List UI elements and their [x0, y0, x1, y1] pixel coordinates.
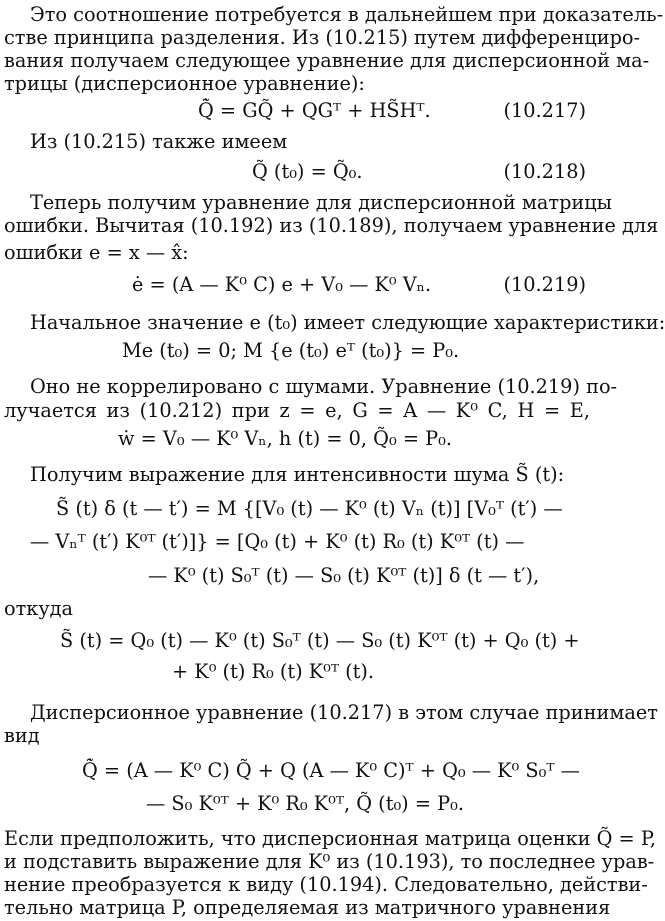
- text-line: Дисперсионное уравнение (10.217) в этом случае принимает: [30, 701, 658, 724]
- equation: Me (t₀) = 0; M {e (t₀) eᵀ (t₀)} = P₀.: [122, 339, 460, 362]
- text-line: и подставить выражение для K⁰ из (10.193), то последнее урав-: [4, 850, 655, 873]
- equation-number: (10.218): [503, 160, 586, 183]
- text-line: Оно не коррелировано с шумами. Уравнение (10.219) по-: [30, 375, 618, 398]
- text-line: трицы (дисперсионное уравнение):: [4, 72, 365, 95]
- text-line: вания получаем следующее уравнение для дисперсионной ма-: [4, 49, 650, 72]
- equation-10-218: Q̃ (t₀) = Q̃₀.: [252, 160, 363, 183]
- text-line: ошибки e = x — x̂:: [4, 241, 189, 264]
- equation-number: (10.219): [503, 273, 586, 296]
- equation: S̃ (t) = Q₀ (t) — K⁰ (t) S₀ᵀ (t) — S₀ (t) K⁰ᵀ (t) + Q₀ (t) +: [60, 629, 580, 652]
- text-line: Получим выражение для интенсивности шума S̃ (t):: [30, 463, 565, 486]
- equation: Q̃̇ = (A — K⁰ C) Q̃ + Q (A — K⁰ C)ᵀ + Q₀ — K⁰ S₀ᵀ —: [82, 759, 580, 782]
- equation-10-219: ė = (A — K⁰ C) e + V₀ — K⁰ Vₙ.: [132, 273, 432, 296]
- equation: — S₀ K⁰ᵀ + K⁰ R₀ K⁰ᵀ, Q̃ (t₀) = P₀.: [146, 792, 464, 815]
- equation: — K⁰ (t) S₀ᵀ (t) — S₀ (t) K⁰ᵀ (t)] δ (t — t′),: [148, 564, 540, 587]
- text-line: лучается из (10.212) при z = e, G = A — K⁰ C, H = E,: [4, 399, 590, 422]
- text-line: Если предположить, что дисперсионная матрица оценки Q̃ = P,: [4, 827, 657, 850]
- text-line: Начальное значение e (t₀) имеет следующие характеристики:: [30, 311, 665, 334]
- equation: — Vₙᵀ (t′) K⁰ᵀ (t′)]} = [Q₀ (t) + K⁰ (t) R₀ (t) K⁰ᵀ (t) —: [30, 530, 525, 553]
- text-line: Теперь получим уравнение для дисперсионной матрицы: [30, 191, 613, 214]
- equation-number: (10.217): [503, 99, 586, 122]
- text-line: откуда: [4, 597, 74, 620]
- equation-10-217: Q̃̇ = GQ̃ + QGᵀ + HS̃Hᵀ.: [198, 99, 431, 122]
- text-line: Из (10.215) также имеем: [30, 130, 288, 153]
- equation: + K⁰ (t) R₀ (t) K⁰ᵀ (t).: [172, 660, 375, 683]
- text-line: Это соотношение потребуется в дальнейшем при доказатель-: [30, 3, 664, 26]
- equation: S̃ (t) δ (t — t′) = M {[V₀ (t) — K⁰ (t) Vₙ (t)] [V₀ᵀ (t′) —: [56, 497, 563, 520]
- text-line: тельно матрица P, определяемая из матричного уравнения: [4, 896, 611, 919]
- text-line: нение преобразуется к виду (10.194). Следовательно, действи-: [4, 873, 648, 896]
- text-line: вид: [4, 724, 40, 747]
- text-line: стве принципа разделения. Из (10.215) путем дифференциро-: [4, 26, 641, 49]
- equation: ẇ = V₀ — K⁰ Vₙ, h (t) = 0, Q̃₀ = P₀.: [118, 427, 452, 450]
- text-line: ошибки. Вычитая (10.192) из (10.189), получаем уравнение для: [4, 214, 659, 237]
